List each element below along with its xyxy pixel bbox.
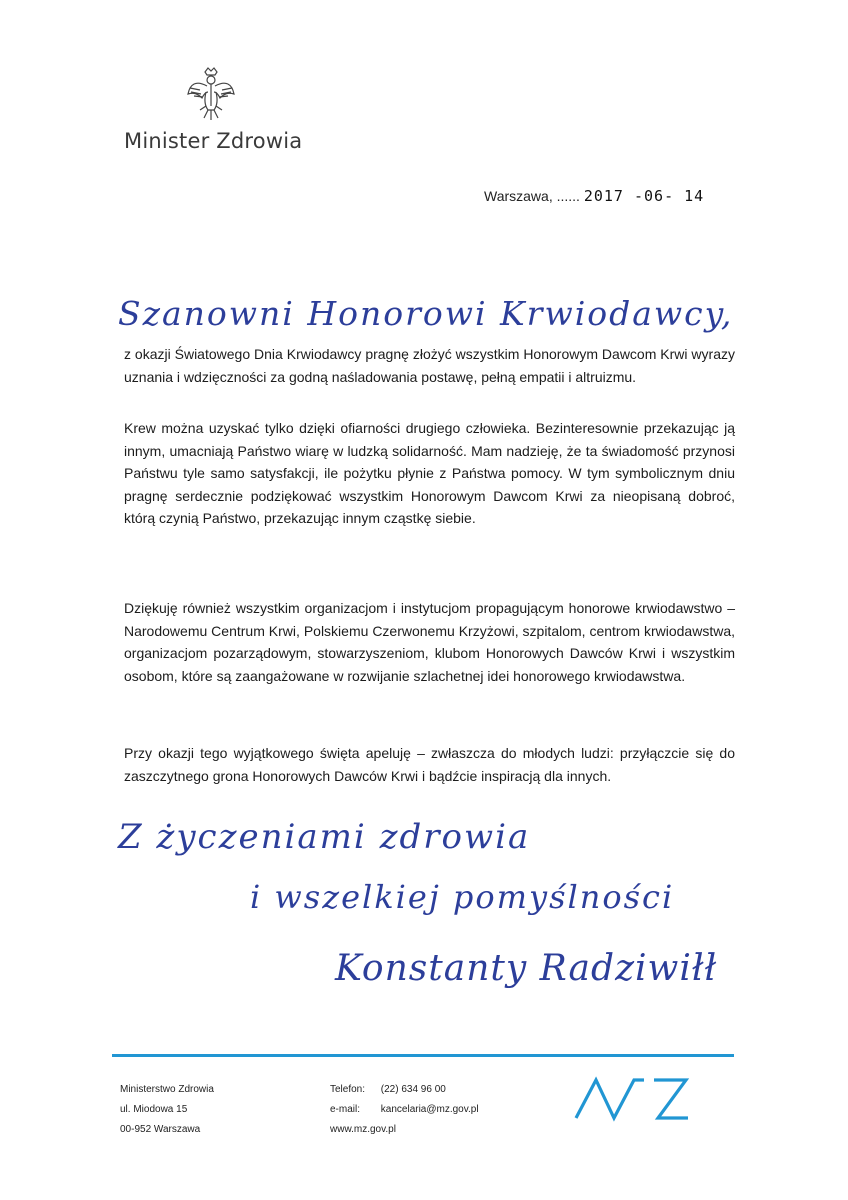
ministry-title: Minister Zdrowia (124, 129, 303, 153)
place-label: Warszawa, ...... (484, 188, 580, 204)
phone-number: (22) 634 96 00 (380, 1084, 446, 1095)
footer-address-line: Ministerstwo Zdrowia (120, 1084, 214, 1095)
handwritten-closing-line-1: Z życzeniami zdrowia (118, 817, 531, 857)
email-label: e-mail: (330, 1104, 361, 1115)
polish-eagle-icon (186, 66, 236, 124)
body-paragraph-4: Przy okazji tego wyjątkowego święta apeluję – zwłaszcza do młodych ludzi: przyłączcie się do zaszczytnego grona Honorowych Dawców Krwi i bądźcie inspiracją dla innych. (124, 745, 735, 784)
email-address: kancelaria@mz.gov.pl (380, 1104, 479, 1115)
place-date-line (484, 187, 704, 205)
body-paragraph-3: Dziękuję również wszystkim organizacjom i instytucjom propagującym honorowe krwiodawstwo – Narodowemu Centrum Krwi, Polskiemu Czerwonemu Krzyżowi, szpitalom, centrom krwiodawstwa, organizacjom pozarządowym, stowarzyszeniom, klubom Honorowych Dawców Krwi i wszystkim osobom, które są zaangażowane w rozwijanie szlachetnej idei honorowego krwiodawstwa. (124, 600, 735, 684)
body-paragraph-2: Krew można uzyskać tylko dzięki ofiarności drugiego człowieka. Bezinteresownie przekazując ją innym, umacniają Państwo wiarę w ludzką solidarność. Mam nadzieję, że ta świadomość przynosi Państwu tyle samo satysfakcji, ile pożytku płynie z Państwa pomocy. W tym symbolicznym dniu pragnę serdecznie podziękować wszystkim Honorowym Dawcom Krwi za nieopisaną dobroć, którą czynią Państwo, przekazując innym cząstkę siebie. (124, 420, 735, 527)
footer-address-line: ul. Miodowa 15 (120, 1104, 188, 1115)
handwritten-closing-line-2: i wszelkiej pomyślności (250, 878, 675, 916)
footer-contact (330, 1080, 479, 1140)
handwritten-signature: Konstanty Radziwiłł (335, 948, 718, 989)
mz-logo-icon (574, 1074, 692, 1122)
phone-label: Telefon: (330, 1084, 366, 1095)
date-stamp: 2017 -06- 14 (583, 187, 705, 205)
website-address: www.mz.gov.pl (330, 1124, 396, 1135)
footer-address-line: 00-952 Warszawa (120, 1124, 201, 1135)
body-paragraph-1: z okazji Światowego Dnia Krwiodawcy pragnę złożyć wszystkim Honorowym Dawcom Krwi wyrazy uznania i wdzięczności za godną naśladowania postawę, pełną empatii i altruizmu. (124, 346, 735, 385)
handwritten-salutation: Szanowni Honorowi Krwiodawcy, (118, 294, 734, 333)
footer-divider (112, 1054, 734, 1057)
footer-address (120, 1080, 214, 1140)
